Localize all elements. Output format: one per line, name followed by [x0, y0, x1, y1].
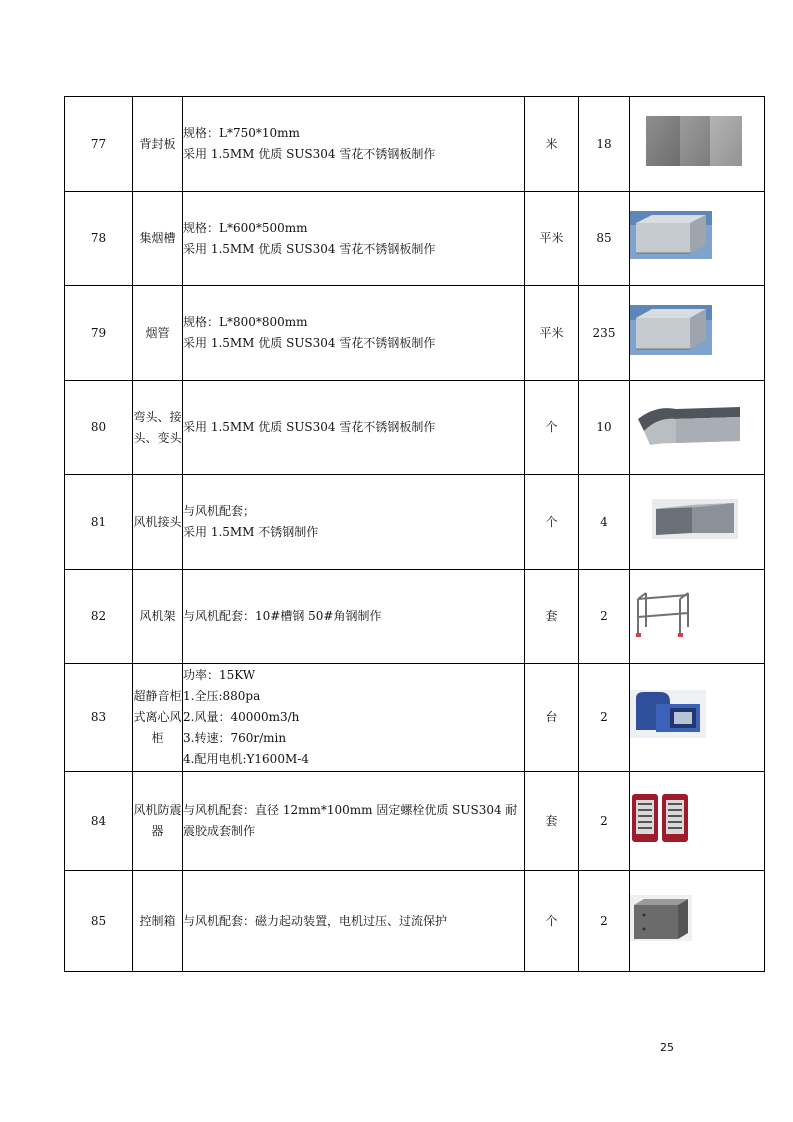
- row-number: 84: [65, 772, 133, 871]
- item-description: [183, 475, 525, 570]
- item-quantity: 2: [579, 772, 630, 871]
- item-unit: 套: [525, 570, 579, 664]
- page-number: 25: [660, 1041, 674, 1054]
- item-quantity: 10: [579, 381, 630, 475]
- item-unit: 平米: [525, 286, 579, 381]
- item-unit: 个: [525, 475, 579, 570]
- fan-frame-image: [630, 587, 692, 646]
- steel-panel-image: [646, 116, 742, 173]
- row-number: 83: [65, 664, 133, 772]
- description-line: 采用 1.5MM 优质 SUS304 雪花不锈钢板制作: [183, 336, 436, 350]
- item-description: [183, 772, 525, 871]
- item-description: [183, 192, 525, 286]
- description-line: 采用 1.5MM 优质 SUS304 雪花不锈钢板制作: [183, 420, 436, 434]
- description-line: 规格：L*600*500mm: [183, 220, 308, 235]
- duct-box-image: [630, 211, 712, 266]
- item-quantity: 85: [579, 192, 630, 286]
- row-number: 82: [65, 570, 133, 664]
- table-row: [65, 192, 765, 286]
- description-line: 功率：15KW: [183, 668, 256, 682]
- table-row: [65, 570, 765, 664]
- item-name: 超静音柜式离心风柜: [133, 664, 183, 772]
- item-quantity: 18: [579, 97, 630, 192]
- item-name: 背封板: [133, 97, 183, 192]
- item-quantity: 235: [579, 286, 630, 381]
- shock-absorber-image: [630, 790, 692, 853]
- item-description: [183, 664, 525, 772]
- table-row: [65, 381, 765, 475]
- item-name: 控制箱: [133, 871, 183, 972]
- duct-box-image: [630, 305, 712, 362]
- item-name: 风机防震器: [133, 772, 183, 871]
- item-quantity: 2: [579, 570, 630, 664]
- table-row: [65, 664, 765, 772]
- item-unit: 个: [525, 381, 579, 475]
- item-quantity: 2: [579, 871, 630, 972]
- description-line: 与风机配套：磁力起动装置，电机过压、过流保护: [183, 913, 448, 928]
- item-name: 风机接头: [133, 475, 183, 570]
- description-line: 采用 1.5MM 优质 SUS304 雪花不锈钢板制作: [183, 147, 436, 161]
- description-line: 2.风量：40000m3/h: [183, 710, 300, 724]
- description-line: 3.转速：760r/min: [183, 731, 287, 745]
- item-unit: 个: [525, 871, 579, 972]
- control-box-image: [630, 895, 692, 948]
- description-line: 4.配用电机:Y1600M-4: [183, 752, 309, 766]
- item-description: [183, 871, 525, 972]
- row-number: 85: [65, 871, 133, 972]
- row-number: 78: [65, 192, 133, 286]
- equipment-table: [64, 96, 765, 972]
- item-unit: 米: [525, 97, 579, 192]
- description-line: 1.全压:880pa: [183, 689, 261, 703]
- table-row: [65, 871, 765, 972]
- description-line: 与风机配套：10#槽钢 50#角钢制作: [183, 609, 382, 623]
- item-description: [183, 381, 525, 475]
- item-quantity: 4: [579, 475, 630, 570]
- description-line: 规格：L*750*10mm: [183, 126, 300, 140]
- row-number: 79: [65, 286, 133, 381]
- fan-connector-image: [652, 499, 738, 546]
- item-name: 烟管: [133, 286, 183, 381]
- description-line: 与风机配套；: [183, 504, 256, 518]
- row-number: 81: [65, 475, 133, 570]
- elbow-duct-image: [636, 401, 742, 454]
- item-quantity: 2: [579, 664, 630, 772]
- item-name: 弯头、接头、变头: [133, 381, 183, 475]
- item-unit: 套: [525, 772, 579, 871]
- item-name: 集烟槽: [133, 192, 183, 286]
- item-name: 风机架: [133, 570, 183, 664]
- item-description: [183, 286, 525, 381]
- description-line: 采用 1.5MM 不锈钢制作: [183, 525, 319, 539]
- row-number: 77: [65, 97, 133, 192]
- description-line: 采用 1.5MM 优质 SUS304 雪花不锈钢板制作: [183, 241, 436, 256]
- table-row: [65, 286, 765, 381]
- table-row: [65, 475, 765, 570]
- centrifugal-fan-image: [630, 690, 706, 745]
- item-description: [183, 97, 525, 192]
- table-row: [65, 97, 765, 192]
- item-description: [183, 570, 525, 664]
- item-unit: 台: [525, 664, 579, 772]
- description-line: 与风机配套：直径 12mm*100mm 固定螺栓优质 SUS304 耐震胶成套制作: [183, 803, 518, 838]
- item-unit: 平米: [525, 192, 579, 286]
- table-row: [65, 772, 765, 871]
- row-number: 80: [65, 381, 133, 475]
- description-line: 规格：L*800*800mm: [183, 315, 308, 329]
